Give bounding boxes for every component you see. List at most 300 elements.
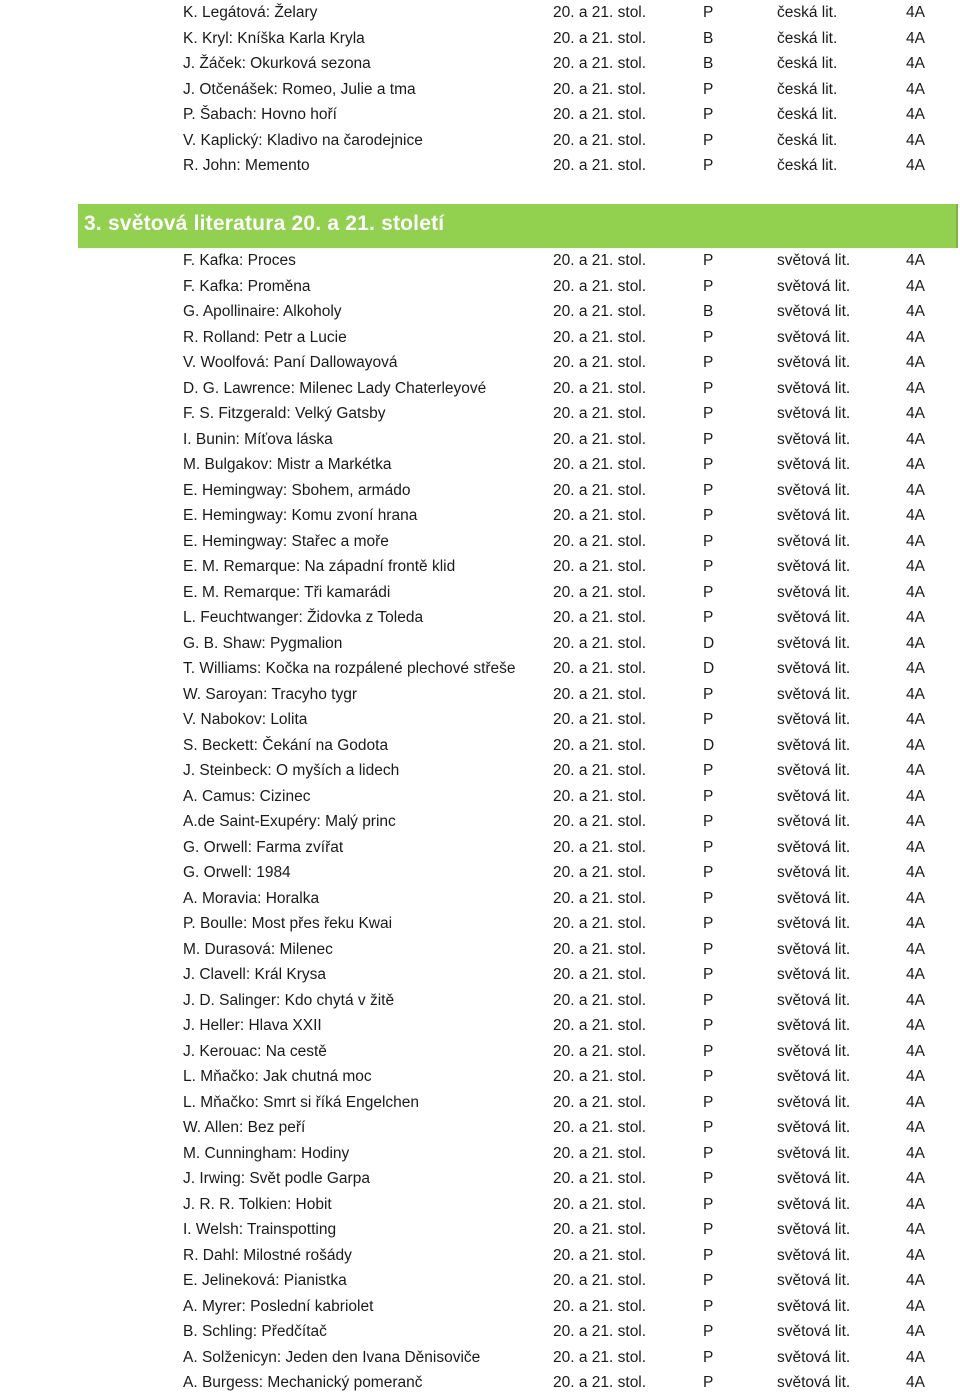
book-title: E. Hemingway: Stařec a moře — [183, 532, 389, 550]
book-period: 20. a 21. stol. — [553, 558, 647, 575]
book-literature: světová lit. — [777, 532, 851, 550]
table-row — [0, 1345, 960, 1371]
book-literature: světová lit. — [777, 1119, 851, 1136]
table-row — [0, 937, 960, 963]
book-genre: P — [703, 1272, 714, 1289]
book-literature: světová lit. — [777, 481, 851, 499]
book-title: I. Bunin: Míťova láska — [183, 430, 333, 448]
book-class: 4A — [906, 558, 925, 575]
book-genre: P — [703, 354, 714, 371]
book-period: 20. a 21. stol. — [553, 1374, 647, 1391]
book-title: A. Burgess: Mechanický pomeranč — [183, 1374, 423, 1391]
book-genre: P — [703, 456, 714, 473]
book-class: 4A — [906, 838, 925, 856]
book-literature: česká lit. — [777, 55, 838, 72]
book-class: 4A — [906, 762, 925, 779]
book-class: 4A — [906, 252, 925, 269]
book-title: D. G. Lawrence: Milenec Lady Chaterleyové — [183, 379, 487, 397]
table-row — [0, 733, 960, 759]
table-row — [0, 1039, 960, 1065]
book-class: 4A — [906, 1272, 925, 1289]
book-literature: světová lit. — [777, 609, 851, 626]
book-literature: světová lit. — [777, 1221, 851, 1238]
book-genre: P — [703, 558, 714, 575]
book-literature: česká lit. — [777, 4, 838, 21]
book-period: 20. a 21. stol. — [553, 1170, 647, 1187]
book-period: 20. a 21. stol. — [553, 838, 647, 856]
book-genre: P — [703, 1093, 714, 1111]
table-row — [0, 1090, 960, 1116]
book-period: 20. a 21. stol. — [553, 583, 647, 601]
book-class: 4A — [906, 55, 925, 72]
book-genre: P — [703, 1374, 714, 1391]
book-class: 4A — [906, 1221, 925, 1238]
book-title: P. Šabach: Hovno hoří — [183, 106, 337, 123]
book-literature: česká lit. — [777, 157, 838, 174]
book-genre: P — [703, 1017, 714, 1034]
book-literature: světová lit. — [777, 583, 851, 601]
book-period: 20. a 21. stol. — [553, 762, 647, 779]
book-period: 20. a 21. stol. — [553, 131, 647, 149]
book-class: 4A — [906, 813, 925, 830]
book-title: E. Jelineková: Pianistka — [183, 1272, 347, 1289]
book-literature: světová lit. — [777, 1195, 851, 1213]
book-genre: P — [703, 131, 714, 149]
book-title: A. Solženicyn: Jeden den Ivana Děnisoviče — [183, 1348, 481, 1366]
book-class: 4A — [906, 4, 925, 21]
book-class: 4A — [906, 277, 925, 295]
book-title: K. Kryl: Kníška Karla Kryla — [183, 29, 365, 47]
book-period: 20. a 21. stol. — [553, 507, 647, 524]
book-class: 4A — [906, 379, 925, 397]
book-literature: světová lit. — [777, 456, 851, 473]
book-literature: česká lit. — [777, 106, 838, 123]
book-literature: česká lit. — [777, 80, 838, 98]
book-period: 20. a 21. stol. — [553, 379, 647, 397]
book-literature: česká lit. — [777, 29, 838, 47]
table-row — [0, 1217, 960, 1243]
book-title: F. Kafka: Proces — [183, 252, 296, 269]
book-genre: P — [703, 532, 714, 550]
book-period: 20. a 21. stol. — [553, 940, 647, 958]
book-title: A.de Saint-Exupéry: Malý princ — [183, 813, 396, 830]
book-literature: světová lit. — [777, 328, 851, 346]
table-row — [0, 835, 960, 861]
book-period: 20. a 21. stol. — [553, 1221, 647, 1238]
book-title: J. Irwing: Svět podle Garpa — [183, 1170, 370, 1187]
book-genre: P — [703, 80, 714, 98]
book-title: J. Otčenášek: Romeo, Julie a tma — [183, 80, 416, 98]
book-genre: B — [703, 303, 714, 320]
book-period: 20. a 21. stol. — [553, 660, 647, 677]
book-literature: světová lit. — [777, 405, 851, 422]
book-literature: světová lit. — [777, 685, 851, 703]
section-title: 3. světová literatura 20. a 21. století — [84, 212, 445, 235]
book-literature: světová lit. — [777, 736, 851, 754]
book-title: J. Steinbeck: O myších a lidech — [183, 762, 400, 779]
book-genre: P — [703, 379, 714, 397]
table-row — [0, 631, 960, 657]
book-title: G. Orwell: Farma zvířat — [183, 838, 344, 856]
book-class: 4A — [906, 131, 925, 149]
table-row — [0, 452, 960, 478]
book-literature: světová lit. — [777, 507, 851, 524]
table-row — [0, 1141, 960, 1167]
book-genre: P — [703, 889, 714, 907]
book-literature: světová lit. — [777, 1297, 851, 1315]
book-genre: B — [703, 29, 714, 47]
book-title: A. Myrer: Poslední kabriolet — [183, 1297, 374, 1315]
table-row — [0, 0, 960, 26]
book-period: 20. a 21. stol. — [553, 609, 647, 626]
book-class: 4A — [906, 583, 925, 601]
book-literature: světová lit. — [777, 1323, 851, 1340]
table-row — [0, 1166, 960, 1192]
book-genre: P — [703, 1119, 714, 1136]
book-genre: D — [703, 634, 715, 652]
book-genre: P — [703, 711, 714, 728]
book-title: E. Hemingway: Sbohem, armádo — [183, 481, 411, 499]
table-row — [0, 758, 960, 784]
book-literature: světová lit. — [777, 711, 851, 728]
book-period: 20. a 21. stol. — [553, 328, 647, 346]
book-period: 20. a 21. stol. — [553, 1195, 647, 1213]
book-genre: P — [703, 583, 714, 601]
book-literature: světová lit. — [777, 762, 851, 779]
table-row — [0, 350, 960, 376]
book-literature: světová lit. — [777, 813, 851, 830]
table-row — [0, 427, 960, 453]
book-literature: světová lit. — [777, 430, 851, 448]
book-title: E. M. Remarque: Tři kamarádi — [183, 583, 391, 601]
book-literature: světová lit. — [777, 1068, 851, 1085]
book-title: V. Woolfová: Paní Dallowayová — [183, 354, 398, 371]
book-title: G. Apollinaire: Alkoholy — [183, 303, 342, 320]
book-period: 20. a 21. stol. — [553, 405, 647, 422]
table-row — [0, 77, 960, 103]
book-period: 20. a 21. stol. — [553, 915, 647, 932]
book-literature: světová lit. — [777, 1144, 851, 1162]
book-genre: B — [703, 55, 714, 72]
book-genre: P — [703, 1297, 714, 1315]
book-genre: P — [703, 252, 714, 269]
book-literature: světová lit. — [777, 252, 851, 269]
book-literature: světová lit. — [777, 940, 851, 958]
book-literature: světová lit. — [777, 787, 851, 805]
book-genre: P — [703, 813, 714, 830]
book-genre: P — [703, 1195, 714, 1213]
book-title: M. Durasová: Milenec — [183, 940, 333, 958]
book-genre: P — [703, 1170, 714, 1187]
book-period: 20. a 21. stol. — [553, 1272, 647, 1289]
book-class: 4A — [906, 532, 925, 550]
table-row — [0, 248, 960, 274]
book-class: 4A — [906, 157, 925, 174]
book-title: I. Welsh: Trainspotting — [183, 1221, 337, 1238]
book-title: B. Schling: Předčítač — [183, 1323, 327, 1340]
table-row — [0, 401, 960, 427]
table-row — [0, 1013, 960, 1039]
table-row — [0, 153, 960, 179]
book-class: 4A — [906, 1195, 925, 1213]
book-class: 4A — [906, 405, 925, 422]
book-literature: světová lit. — [777, 1374, 851, 1391]
book-title: F. S. Fitzgerald: Velký Gatsby — [183, 405, 386, 422]
book-title: J. Žáček: Okurková sezona — [183, 55, 371, 72]
book-literature: světová lit. — [777, 889, 851, 907]
book-period: 20. a 21. stol. — [553, 80, 647, 98]
book-class: 4A — [906, 1246, 925, 1264]
table-row — [0, 860, 960, 886]
book-title: F. Kafka: Proměna — [183, 277, 311, 295]
book-genre: P — [703, 4, 714, 21]
book-class: 4A — [906, 106, 925, 123]
book-genre: P — [703, 106, 714, 123]
book-period: 20. a 21. stol. — [553, 1119, 647, 1136]
book-literature: světová lit. — [777, 634, 851, 652]
book-title: V. Nabokov: Lolita — [183, 711, 308, 728]
book-literature: světová lit. — [777, 303, 851, 320]
book-title: R. Dahl: Milostné rošády — [183, 1246, 352, 1264]
book-genre: P — [703, 1144, 714, 1162]
table-row — [0, 51, 960, 77]
book-literature: světová lit. — [777, 838, 851, 856]
book-class: 4A — [906, 430, 925, 448]
book-period: 20. a 21. stol. — [553, 991, 647, 1009]
book-period: 20. a 21. stol. — [553, 1017, 647, 1034]
book-period: 20. a 21. stol. — [553, 634, 647, 652]
table-row — [0, 809, 960, 835]
book-literature: světová lit. — [777, 864, 851, 881]
book-period: 20. a 21. stol. — [553, 864, 647, 881]
book-period: 20. a 21. stol. — [553, 252, 647, 269]
table-row — [0, 503, 960, 529]
book-class: 4A — [906, 354, 925, 371]
book-class: 4A — [906, 328, 925, 346]
table-row — [0, 529, 960, 555]
book-title: R. John: Memento — [183, 157, 310, 174]
book-period: 20. a 21. stol. — [553, 456, 647, 473]
book-period: 20. a 21. stol. — [553, 1297, 647, 1315]
table-row — [0, 784, 960, 810]
book-literature: světová lit. — [777, 1246, 851, 1264]
table-row — [0, 1294, 960, 1320]
book-literature: světová lit. — [777, 660, 851, 677]
czech-literature-list — [0, 0, 960, 179]
book-literature: světová lit. — [777, 966, 851, 983]
book-literature: světová lit. — [777, 1017, 851, 1034]
book-class: 4A — [906, 507, 925, 524]
book-period: 20. a 21. stol. — [553, 354, 647, 371]
table-row — [0, 1064, 960, 1090]
book-title: T. Williams: Kočka na rozpálené plechové střeše — [183, 660, 516, 677]
table-row — [0, 1268, 960, 1294]
table-row — [0, 1192, 960, 1218]
book-literature: světová lit. — [777, 379, 851, 397]
book-title: R. Rolland: Petr a Lucie — [183, 328, 347, 346]
book-period: 20. a 21. stol. — [553, 1068, 647, 1085]
book-period: 20. a 21. stol. — [553, 813, 647, 830]
book-title: E. M. Remarque: Na západní frontě klid — [183, 558, 456, 575]
book-class: 4A — [906, 481, 925, 499]
book-period: 20. a 21. stol. — [553, 1323, 647, 1340]
book-period: 20. a 21. stol. — [553, 1348, 647, 1366]
book-title: G. B. Shaw: Pygmalion — [183, 634, 343, 652]
book-genre: P — [703, 157, 714, 174]
table-row — [0, 707, 960, 733]
book-class: 4A — [906, 80, 925, 98]
book-class: 4A — [906, 1119, 925, 1136]
book-class: 4A — [906, 29, 925, 47]
book-literature: světová lit. — [777, 1093, 851, 1111]
book-title: J. Clavell: Král Krysa — [183, 966, 326, 983]
book-genre: P — [703, 430, 714, 448]
table-row — [0, 988, 960, 1014]
table-row — [0, 299, 960, 325]
book-class: 4A — [906, 991, 925, 1009]
book-title: J. Heller: Hlava XXII — [183, 1017, 322, 1034]
table-row — [0, 274, 960, 300]
book-title: E. Hemingway: Komu zvoní hrana — [183, 507, 418, 524]
table-row — [0, 1243, 960, 1269]
table-row — [0, 554, 960, 580]
book-literature: světová lit. — [777, 1348, 851, 1366]
book-period: 20. a 21. stol. — [553, 303, 647, 320]
book-genre: P — [703, 277, 714, 295]
book-class: 4A — [906, 1323, 925, 1340]
book-literature: světová lit. — [777, 277, 851, 295]
table-row — [0, 26, 960, 52]
book-class: 4A — [906, 889, 925, 907]
book-title: W. Saroyan: Tracyho tygr — [183, 685, 358, 703]
book-genre: P — [703, 991, 714, 1009]
book-genre: P — [703, 685, 714, 703]
book-genre: P — [703, 966, 714, 983]
section-header-world-literature — [78, 204, 958, 248]
table-row — [0, 1370, 960, 1396]
book-genre: P — [703, 1042, 714, 1060]
book-genre: P — [703, 1246, 714, 1264]
book-title: M. Bulgakov: Mistr a Markétka — [183, 456, 392, 473]
book-genre: P — [703, 915, 714, 932]
book-class: 4A — [906, 1144, 925, 1162]
book-title: J. D. Salinger: Kdo chytá v žitě — [183, 991, 395, 1009]
book-literature: světová lit. — [777, 1272, 851, 1289]
book-period: 20. a 21. stol. — [553, 787, 647, 805]
book-period: 20. a 21. stol. — [553, 29, 647, 47]
book-class: 4A — [906, 1042, 925, 1060]
table-row — [0, 376, 960, 402]
book-genre: P — [703, 1348, 714, 1366]
book-genre: P — [703, 609, 714, 626]
book-class: 4A — [906, 303, 925, 320]
book-class: 4A — [906, 966, 925, 983]
book-literature: světová lit. — [777, 354, 851, 371]
book-genre: P — [703, 507, 714, 524]
book-class: 4A — [906, 609, 925, 626]
book-title: L. Feuchtwanger: Židovka z Toleda — [183, 609, 424, 626]
book-period: 20. a 21. stol. — [553, 1246, 647, 1264]
book-title: V. Kaplický: Kladivo na čarodejnice — [183, 131, 423, 149]
book-genre: P — [703, 1221, 714, 1238]
book-title: S. Beckett: Čekání na Godota — [183, 736, 389, 754]
book-class: 4A — [906, 864, 925, 881]
book-title: W. Allen: Bez peří — [183, 1119, 306, 1136]
book-title: P. Boulle: Most přes řeku Kwai — [183, 915, 393, 932]
book-class: 4A — [906, 1348, 925, 1366]
book-period: 20. a 21. stol. — [553, 481, 647, 499]
book-literature: světová lit. — [777, 991, 851, 1009]
book-period: 20. a 21. stol. — [553, 1042, 647, 1060]
book-title: K. Legátová: Želary — [183, 4, 318, 21]
book-period: 20. a 21. stol. — [553, 106, 647, 123]
book-literature: česká lit. — [777, 131, 838, 149]
book-class: 4A — [906, 1170, 925, 1187]
book-class: 4A — [906, 1297, 925, 1315]
table-row — [0, 682, 960, 708]
book-class: 4A — [906, 634, 925, 652]
book-class: 4A — [906, 685, 925, 703]
book-genre: P — [703, 328, 714, 346]
table-row — [0, 911, 960, 937]
book-period: 20. a 21. stol. — [553, 430, 647, 448]
book-genre: P — [703, 481, 714, 499]
book-class: 4A — [906, 940, 925, 958]
book-period: 20. a 21. stol. — [553, 685, 647, 703]
book-period: 20. a 21. stol. — [553, 532, 647, 550]
book-class: 4A — [906, 736, 925, 754]
book-genre: P — [703, 1323, 714, 1340]
book-class: 4A — [906, 915, 925, 932]
book-period: 20. a 21. stol. — [553, 4, 647, 21]
book-class: 4A — [906, 1017, 925, 1034]
book-genre: P — [703, 838, 714, 856]
book-period: 20. a 21. stol. — [553, 711, 647, 728]
book-class: 4A — [906, 456, 925, 473]
table-row — [0, 1319, 960, 1345]
table-row — [0, 325, 960, 351]
book-genre: P — [703, 787, 714, 805]
book-period: 20. a 21. stol. — [553, 1144, 647, 1162]
book-title: L. Mňačko: Jak chutná moc — [183, 1068, 372, 1085]
book-title: J. R. R. Tolkien: Hobit — [183, 1195, 332, 1213]
book-genre: P — [703, 940, 714, 958]
book-period: 20. a 21. stol. — [553, 736, 647, 754]
book-title: L. Mňačko: Smrt si říká Engelchen — [183, 1093, 420, 1111]
table-row — [0, 962, 960, 988]
book-title: A. Moravia: Horalka — [183, 889, 320, 907]
book-literature: světová lit. — [777, 915, 851, 932]
book-class: 4A — [906, 787, 925, 805]
book-class: 4A — [906, 711, 925, 728]
book-genre: P — [703, 405, 714, 422]
book-class: 4A — [906, 1068, 925, 1085]
table-row — [0, 1115, 960, 1141]
table-row — [0, 128, 960, 154]
book-period: 20. a 21. stol. — [553, 55, 647, 72]
table-row — [0, 102, 960, 128]
book-genre: D — [703, 736, 715, 754]
book-class: 4A — [906, 1374, 925, 1391]
book-genre: P — [703, 864, 714, 881]
book-literature: světová lit. — [777, 558, 851, 575]
book-title: M. Cunningham: Hodiny — [183, 1144, 350, 1162]
book-literature: světová lit. — [777, 1170, 851, 1187]
book-period: 20. a 21. stol. — [553, 157, 647, 174]
book-title: A. Camus: Cizinec — [183, 787, 311, 805]
book-title: J. Kerouac: Na cestě — [183, 1042, 327, 1060]
book-period: 20. a 21. stol. — [553, 966, 647, 983]
